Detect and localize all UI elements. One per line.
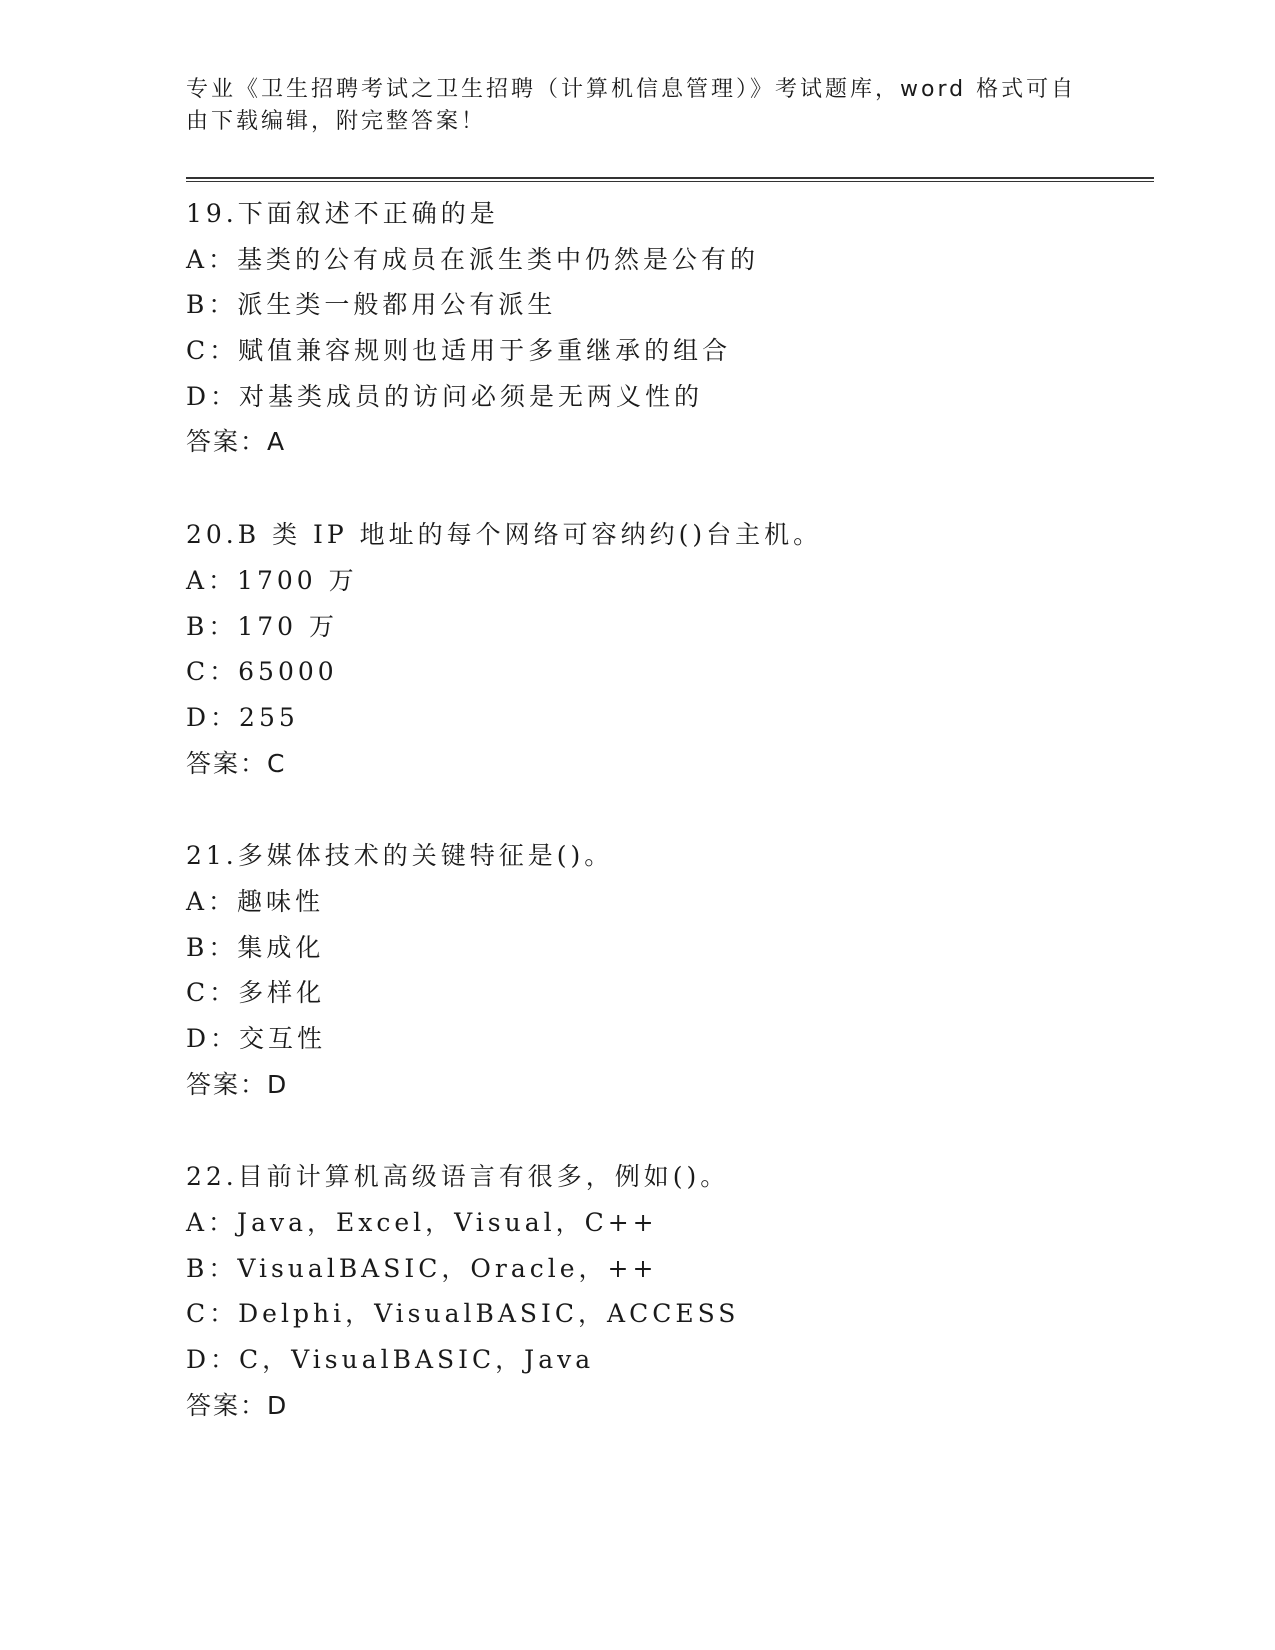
answer-line: 答案：D [186, 1069, 289, 1099]
option-c: C：赋值兼容规则也适用于多重继承的组合 [186, 336, 732, 366]
option-d: D：对基类成员的访问必须是无两义性的 [186, 381, 704, 411]
question-20 [186, 512, 1146, 786]
option-a: A：1700 万 [186, 565, 358, 595]
option-d: D：C，VisualBASIC，Java [186, 1345, 595, 1375]
option-c: C：65000 [186, 657, 338, 687]
question-stem: 22.目前计算机高级语言有很多，例如()。 [186, 1162, 730, 1192]
answer-line: 答案：A [186, 427, 287, 457]
answer-line: 答案：D [186, 1390, 289, 1420]
question-stem: 19.下面叙述不正确的是 [186, 199, 499, 228]
question-22 [186, 1154, 1146, 1428]
option-d: D：255 [186, 702, 299, 732]
header-divider [186, 177, 1154, 182]
option-b: B：170 万 [186, 611, 339, 641]
question-19 [186, 191, 1146, 465]
option-b: B：集成化 [186, 932, 325, 962]
option-b: B：派生类一般都用公有派生 [186, 290, 557, 320]
answer-line: 答案：C [186, 748, 287, 778]
document-header [186, 74, 1086, 138]
question-21 [186, 833, 1146, 1107]
option-c: C：Delphi，VisualBASIC，ACCESS [186, 1299, 740, 1329]
option-a: A：基类的公有成员在派生类中仍然是公有的 [186, 244, 760, 274]
question-list [186, 191, 1146, 1476]
question-stem: 21.多媒体技术的关键特征是()。 [186, 841, 614, 871]
header-line-1: 专业《卫生招聘考试之卫生招聘（计算机信息管理）》考试题库，word 格式可自 [186, 77, 1077, 102]
option-a: A：Java，Excel，Visual，C++ [186, 1208, 658, 1238]
option-b: B：VisualBASIC，Oracle，++ [186, 1253, 658, 1283]
option-d: D：交互性 [186, 1024, 327, 1053]
option-a: A：趣味性 [186, 886, 325, 916]
option-c: C：多样化 [186, 978, 326, 1008]
header-line-2: 由下载编辑，附完整答案！ [186, 109, 487, 134]
question-stem: 20.B 类 IP 地址的每个网络可容纳约()台主机。 [186, 520, 823, 550]
